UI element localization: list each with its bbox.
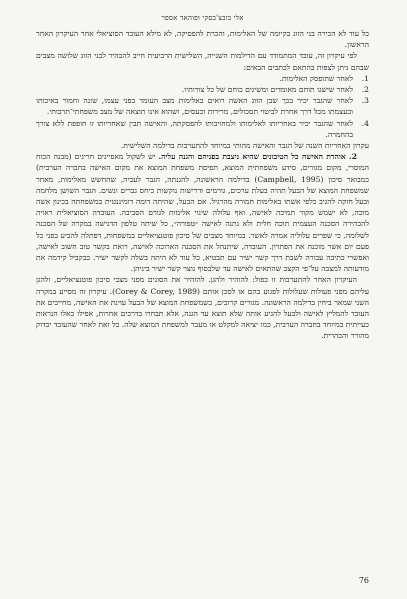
section-heading: 2. אוהדת האישה כל הטיבונים שהיא ניצבת בפניהם והגנה עליה. bbox=[158, 152, 357, 162]
list-number: 4. bbox=[361, 118, 369, 128]
list-text: לאחר שהגבר יכיר בכך שבן הזוג האשה רואים באלימות מצב העומד בפני עצמו, שונה וחמור באיכותו ובעצמתו מכל דרך אחרת לביטוי תסכולים, מרירות וכעסים, ושהוא אינו תוצאה של מצב משפחתי־תרבותי. bbox=[36, 96, 353, 117]
closing-paragraph: העיקרון האחר להתערבות זו כפול: להוהיר ולהגן. להזהיר את הסונים מפני מצבי סיכון פוטנציאליים, ולהגן עליהם מפני פעולות שעלולות לפגוע בהם או לסכן אותם (Corey & Corey, 1989). עיקרון זה מסייע במקרה השני שמאר ביחין בדילמה הראשונה. מגורים קרובים, כשמשפחת המוצא של הבעל עוינת את האישה, מחייבים את העובד להמליץ לאישה ולבעל להגיע אותה שלא תוצא עד הגנה, אלא תבחרו בדרכים אחרות, אפילו כאלו הנראות כעייתית במיוחד בחברה הערבית, כמו יציאה למקלט או מעבר למשפחת המוצא שלה. כל זאת לאחר שהעובד יבדוק מהורר והכהרית. bbox=[36, 275, 369, 341]
paragraph-2: לפי עיקרון זה, עובד המתמודד עם הדילמות השנייה, השלישית הרביעית חייב להבהיר לבני הזוג שלושה מצבים שבהם ניתן לצפות בהתאם לכתבים הבאים: bbox=[36, 51, 369, 72]
list-number: 1. bbox=[361, 73, 369, 83]
list-item bbox=[36, 95, 369, 117]
list-text: לאחר שהגבר יכיר באחריותו לאלימותו ולמחויבותו להפסקתה, והאישה תבין שאחריותו זו חופפת ללא צורך בהחמרה. bbox=[36, 118, 353, 139]
list-number: 2. bbox=[361, 85, 369, 95]
body-text bbox=[36, 28, 369, 342]
list-item bbox=[36, 73, 369, 84]
section-body: יש לשקול מאפיינים חריגים (מבנה הכוח המוסרי, מקום מגורים, סידע משפחתית המוצא, תפיסת משפחת המוצא את מקום האישה בחברה הערבית) כמבואר סיכון (Campbell, 1995) בדילמה הראשונה, להגנתה, הגבר לעביה, שהחשש מאלימות, מאחר שמשפחת המוצא של הבעל תהיה בעלת ערכים, גורמים ודרישות נוקשות כיחס גברים ונשים. הגבר השושן מלחמה ובעל חזקה להגיב כלפי אשתו באלימות חמורה מהרגיל. אם הבעל, שהיתה דומה דומיננטית במשפחתה בכינון אשה מוכה, לא ישמש מקור תמיכה לאישה, ואף עלולה שינוי אלימות לגורם הסביבה. העובדה הסוציאלית ראויה להבהירה הסכנה העצמית תוכה חלית ולא נתנה לאישה ״טפורה״, כל שיתה טלפון הדגישה במקרה של הסכנה לשלומה, כי שפרים עלוליה אמרה לאשר. במיוחד מצבים של סיכון פוטנציאליים במשפחות, דפתלה להביע בפני כל פעם יום אשר מוכנה את הפתרון. העובדה, שיתנהל את הסכנה הארוכה לאישה, רואת בקשר טוב חשוב לאישה, ואפשרי כתיבה עבורה לשבת דרך קשר ישיר עם תבטיא, כל עוד לא היתה בשלה לקשר ישיר. כבקביל קידמה את מודעותה למצבה על־פי הקצב שהתאים לאישה עד שלבסוף נוצר קשר ישיר ביניהן. bbox=[36, 152, 370, 274]
page-number: 76 bbox=[358, 576, 369, 585]
numbered-list bbox=[36, 73, 369, 140]
section-intro: עקרון האחריות השנה של הגבר והאישה מהותי במיוחד להתערבות בדילמה השלישית. bbox=[120, 141, 369, 151]
list-text: לאחר שתופסק האלימות. bbox=[279, 73, 353, 83]
section-paragraph bbox=[36, 151, 369, 274]
list-item bbox=[36, 84, 369, 95]
list-item bbox=[36, 118, 369, 140]
list-text: לאחר שישגו תוחם מאומדים ומשיגים כוחם של כל צורותיו. bbox=[181, 85, 353, 95]
paragraph-1: כל עוד לא הכירה בני הזוג בקיומה של האלימות, והכרת להפסיקה, לא מילא העובד הסוציאלי אחר העיקרון האחר הראשון. bbox=[36, 29, 369, 50]
list-number: 3. bbox=[361, 96, 369, 106]
running-head: אלי בובצ'בסקי ופוהאד אספר bbox=[161, 14, 244, 22]
